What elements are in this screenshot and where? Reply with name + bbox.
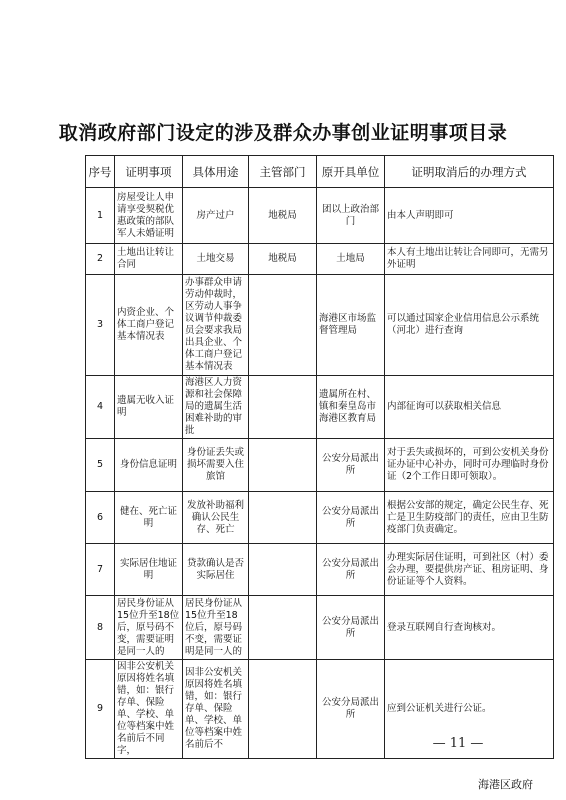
row-method: 内部征询可以获取相关信息 (385, 376, 554, 439)
row-method: 登录互联网自行查询核对。 (385, 596, 554, 660)
row-use: 土地交易 (183, 244, 249, 275)
row-no: 8 (86, 596, 115, 660)
row-use: 房产过户 (183, 188, 249, 244)
row-item: 土地出让转让合同 (115, 244, 183, 275)
row-unit: 公安分局派出所 (317, 439, 385, 492)
page-number: — 11 — (432, 736, 484, 751)
header-dept: 主管部门 (249, 156, 317, 188)
table-row (86, 544, 554, 596)
row-no: 4 (86, 376, 115, 439)
row-no: 9 (86, 660, 115, 759)
row-unit: 土地局 (317, 244, 385, 275)
row-dept (249, 492, 317, 544)
row-item: 身份信息证明 (115, 439, 183, 492)
row-item: 因非公安机关原因将姓名填错，如：银行存单、保险单、学校、单位等档案中姓名前后不同字， (115, 660, 183, 759)
row-dept (249, 439, 317, 492)
footer-watermark: 海港区政府 (478, 778, 533, 791)
row-dept (249, 275, 317, 376)
row-method: 根据公安部的规定，确定公民生存、死亡是卫生防疫部门的责任，应由卫生防疫部门负责确定。 (385, 492, 554, 544)
row-no: 6 (86, 492, 115, 544)
row-method: 由本人声明即可 (385, 188, 554, 244)
row-item: 内资企业、个体工商户登记基本情况表 (115, 275, 183, 376)
row-method: 对于丢失或损坏的，可到公安机关身份证办证中心补办，同时可办理临时身份证（2个工作日即可领取）。 (385, 439, 554, 492)
row-dept: 地税局 (249, 244, 317, 275)
table-header-row (86, 156, 554, 188)
table-row (86, 492, 554, 544)
row-item: 居民身份证从15位升至18位后，原号码不变，需要证明是同一人的 (115, 596, 183, 660)
row-use: 办事群众申请劳动仲裁时，区劳动人事争议调节仲裁委员会要求我局出具企业、个体工商户登记基本情况表 (183, 275, 249, 376)
row-item: 实际居住地证明 (115, 544, 183, 596)
header-method: 证明取消后的办理方式 (385, 156, 554, 188)
row-unit: 团以上政治部门 (317, 188, 385, 244)
row-use: 海港区人力资源和社会保障局的遗属生活困难补助的审批 (183, 376, 249, 439)
table-row (86, 244, 554, 275)
row-dept (249, 376, 317, 439)
row-no: 1 (86, 188, 115, 244)
row-no: 5 (86, 439, 115, 492)
row-method: 可以通过国家企业信用信息公示系统（河北）进行查询 (385, 275, 554, 376)
row-no: 2 (86, 244, 115, 275)
row-unit: 公安分局派出所 (317, 660, 385, 759)
row-unit: 海港区市场监督管理局 (317, 275, 385, 376)
row-dept (249, 596, 317, 660)
row-method: 应到公证机关进行公证。 (385, 660, 554, 759)
row-unit: 公安分局派出所 (317, 596, 385, 660)
table-row (86, 439, 554, 492)
table-row (86, 188, 554, 244)
table-row (86, 596, 554, 660)
row-item: 遗属无收入证明 (115, 376, 183, 439)
row-use: 身份证丢失或损坏需要入住旅馆 (183, 439, 249, 492)
header-item: 证明事项 (115, 156, 183, 188)
certificate-table (85, 155, 554, 759)
row-item: 健在、死亡证明 (115, 492, 183, 544)
row-method: 本人有土地出让转让合同即可，无需另外证明 (385, 244, 554, 275)
row-use: 因非公安机关原因将姓名填错，如：银行存单、保险单、学校、单位等档案中姓名前后不 (183, 660, 249, 759)
row-use: 贷款确认是否实际居住 (183, 544, 249, 596)
row-use: 发放补助福利确认公民生存、死亡 (183, 492, 249, 544)
header-no: 序号 (86, 156, 115, 188)
row-dept: 地税局 (249, 188, 317, 244)
row-use: 居民身份证从15位升至18位后，原号码不变，需要证明是同一人的 (183, 596, 249, 660)
row-unit: 遗属所在村、镇和秦皇岛市海港区教育局 (317, 376, 385, 439)
row-item: 房屋受让人申请享受契税优惠政策的部队军人未婚证明 (115, 188, 183, 244)
table-row (86, 376, 554, 439)
row-unit: 公安分局派出所 (317, 544, 385, 596)
table-row (86, 275, 554, 376)
header-use: 具体用途 (183, 156, 249, 188)
row-method: 办理实际居住证明，可到社区（村）委会办理，要提供房产证、租房证明、身份证证等个人资料。 (385, 544, 554, 596)
header-unit: 原开具单位 (317, 156, 385, 188)
row-unit: 公安分局派出所 (317, 492, 385, 544)
page-title: 取消政府部门设定的涉及群众办事创业证明事项目录 (58, 122, 508, 144)
row-no: 7 (86, 544, 115, 596)
row-no: 3 (86, 275, 115, 376)
row-dept (249, 544, 317, 596)
row-dept (249, 660, 317, 759)
